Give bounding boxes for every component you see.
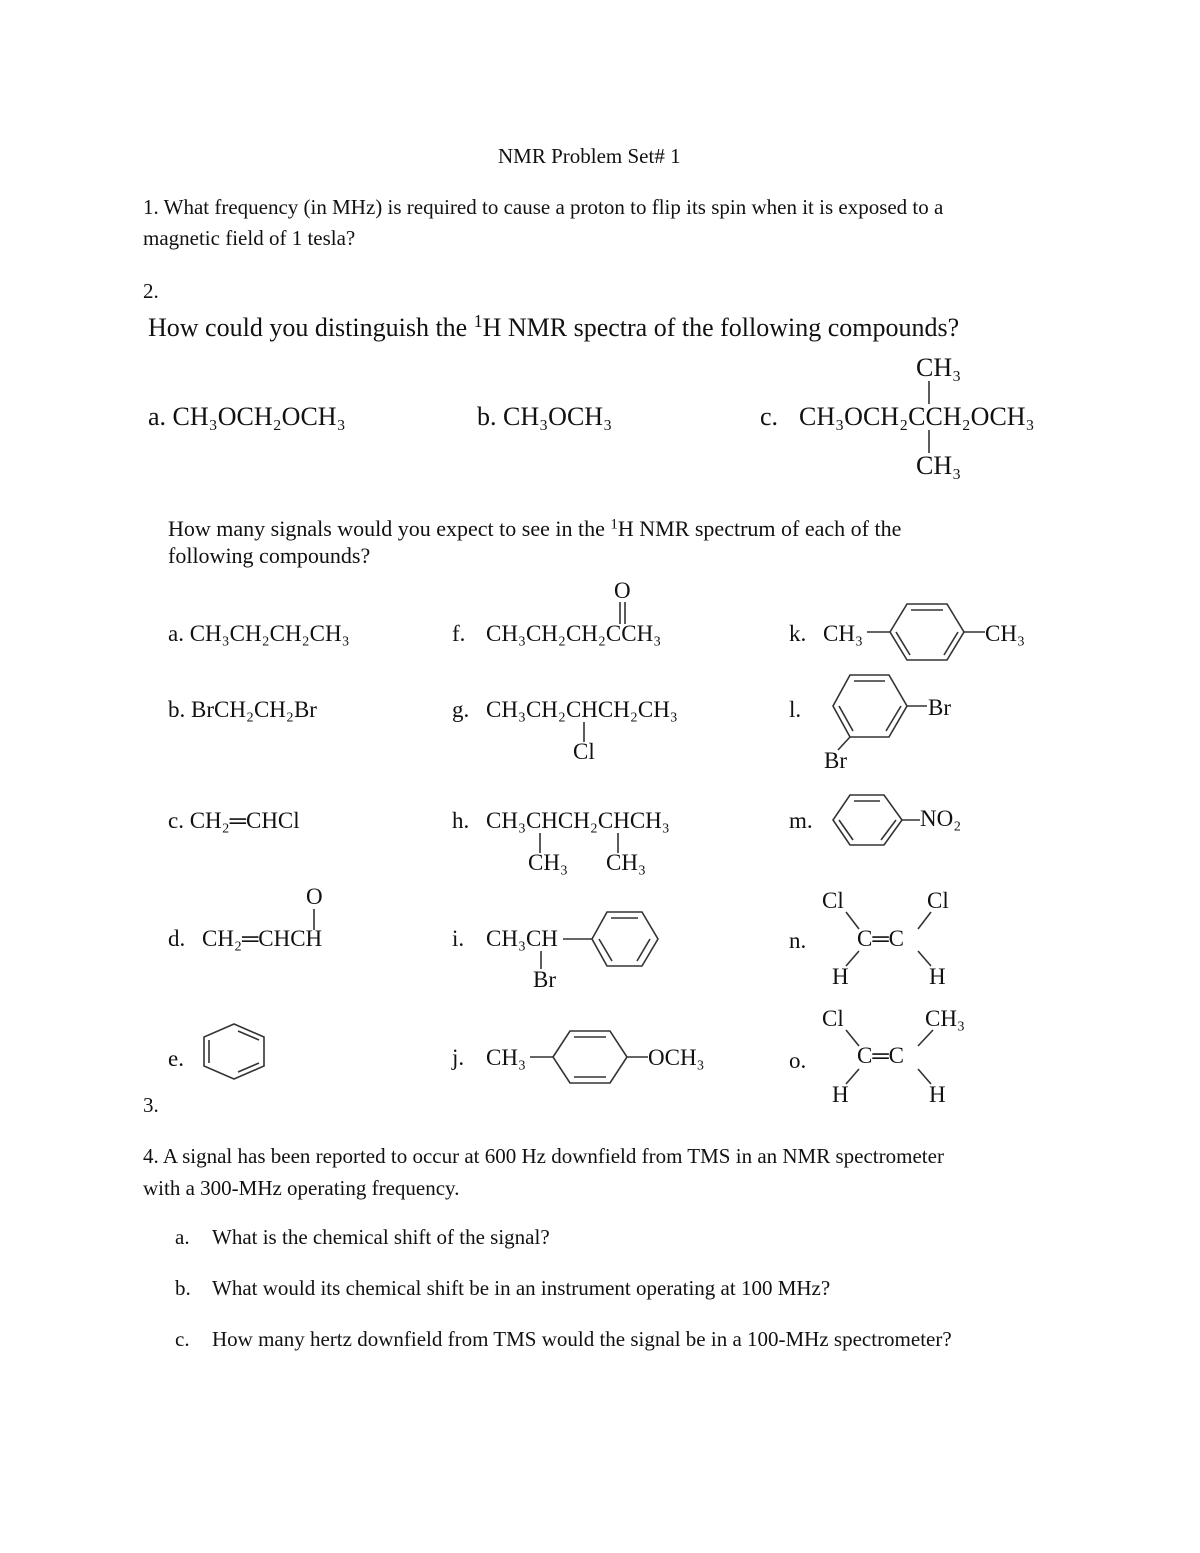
- q2-prompt-sup: 1: [473, 311, 483, 332]
- q3-compound-f-oxygen: O: [614, 578, 631, 603]
- q3-compound-o-top-left: Cl: [822, 1006, 844, 1031]
- q3-compound-n-top-right: Cl: [927, 888, 949, 913]
- q3-compound-b: b. BrCH₂CH₂Br: [168, 697, 317, 722]
- q3-compound-e-label: e.: [168, 1046, 184, 1071]
- q3-compound-n-bottom-right: H: [929, 964, 946, 989]
- q3-prompt-sup: 1: [610, 516, 618, 533]
- q3-compound-l-label: l.: [789, 697, 802, 722]
- q1-line1: 1. What frequency (in MHz) is required to cause a proton to flip its spin when it is exposed to a: [143, 195, 944, 219]
- q3-compound-g-main: CH₃CH₂CHCH₂CH₃: [486, 697, 678, 722]
- q3-compound-f-main: CH₃CH₂CH₂CCH₃: [486, 621, 662, 646]
- q3-compound-o-bottom-left: H: [832, 1082, 849, 1107]
- q3-compound-o-bottom-right: H: [929, 1082, 946, 1107]
- q3-compound-l-bromine-bottom: Br: [824, 748, 847, 773]
- q3-compound-i-bromine: Br: [533, 967, 556, 992]
- q3-compound-o-center: C═C: [857, 1043, 904, 1068]
- q3-compound-k-left: CH₃: [823, 621, 863, 646]
- q4-a-label: a.: [175, 1225, 190, 1249]
- q3-compound-n-center: C═C: [857, 926, 904, 951]
- q3-compound-j-label: j.: [452, 1045, 465, 1070]
- q3-compound-l-bromine-right: Br: [928, 695, 951, 720]
- q2-number: 2.: [143, 279, 159, 303]
- q3-compound-o-label: o.: [789, 1048, 807, 1073]
- q3-compound-d-label: d.: [168, 926, 186, 951]
- q3-compound-h-main: CH₃CHCH₂CHCH₃: [486, 808, 670, 833]
- q4-b-text: What would its chemical shift be in an instrument operating at 100 MHz?: [212, 1276, 831, 1300]
- q3-compound-c: c. CH₂═CHCl: [168, 808, 300, 833]
- q2-compound-c-label: c.: [760, 402, 779, 431]
- q2-prompt-pre: How could you distinguish the: [148, 313, 474, 342]
- q3-compound-k-right: CH₃: [985, 621, 1025, 646]
- q3-compound-h-methyl-1: CH₃: [528, 850, 568, 875]
- q3-compound-m-nitro: NO₂: [920, 806, 962, 831]
- q4-c-text: How many hertz downfield from TMS would the signal be in a 100-MHz spectrometer?: [212, 1327, 952, 1351]
- q2-compound-c-top: CH₃: [916, 353, 962, 382]
- q3-compound-d-oxygen: O: [306, 884, 323, 909]
- q3-compound-g-label: g.: [452, 697, 470, 722]
- q3-compound-j-left: CH₃: [486, 1045, 526, 1070]
- q3-compound-h-methyl-2: CH₃: [606, 850, 646, 875]
- q3-o-bonds: [0, 0, 1, 1]
- q3-compound-k-label: k.: [789, 621, 807, 646]
- q4-line1: 4. A signal has been reported to occur at 600 Hz downfield from TMS in an NMR spectrometer: [143, 1144, 944, 1168]
- q2-compound-a: a. CH₃OCH₂OCH₃: [148, 402, 346, 431]
- q3-compound-o-top-right: CH₃: [925, 1006, 965, 1031]
- q4-c-label: c.: [175, 1327, 190, 1351]
- q3-compound-a: a. CH₃CH₂CH₂CH₃: [168, 621, 350, 646]
- q3-compound-d-main: CH₂═CHCH: [202, 926, 323, 951]
- q3-compound-h-label: h.: [452, 808, 470, 833]
- q3-prompt-line1: [168, 516, 901, 542]
- q3-compound-n-label: n.: [789, 928, 807, 953]
- q4-b-label: b.: [175, 1276, 191, 1300]
- q1-line2: magnetic field of 1 tesla?: [143, 226, 356, 250]
- q3-prompt-line2: following compounds?: [168, 543, 371, 568]
- q3-compound-g-chlorine: Cl: [573, 739, 595, 764]
- q3-compound-i-main: CH₃CH: [486, 926, 558, 951]
- q2-compound-c-bottom: CH₃: [916, 451, 962, 480]
- q3-prompt-pre: How many signals would you expect to see in the: [168, 516, 611, 541]
- q2-prompt-post: H NMR spectra of the following compounds?: [482, 313, 960, 342]
- page-title: NMR Problem Set# 1: [498, 144, 681, 168]
- q2-compound-b: b. CH₃OCH₃: [477, 402, 613, 431]
- q3-compound-n-bottom-left: H: [832, 964, 849, 989]
- q2-compound-c-main: CH₃OCH₂CCH₂OCH₃: [799, 402, 1035, 431]
- q3-compound-f-label: f.: [452, 621, 466, 646]
- q2-prompt: [148, 313, 959, 343]
- q3-number: 3.: [143, 1093, 159, 1117]
- q3-compound-j-right: OCH₃: [648, 1045, 705, 1070]
- q4-a-text: What is the chemical shift of the signal?: [212, 1225, 550, 1249]
- q3-prompt-post: H NMR spectrum of each of the: [617, 516, 902, 541]
- q4-line2: with a 300-MHz operating frequency.: [143, 1176, 460, 1200]
- q3-compound-m-label: m.: [789, 808, 813, 833]
- q3-compound-n-top-left: Cl: [822, 888, 844, 913]
- q3-compound-i-label: i.: [452, 926, 465, 951]
